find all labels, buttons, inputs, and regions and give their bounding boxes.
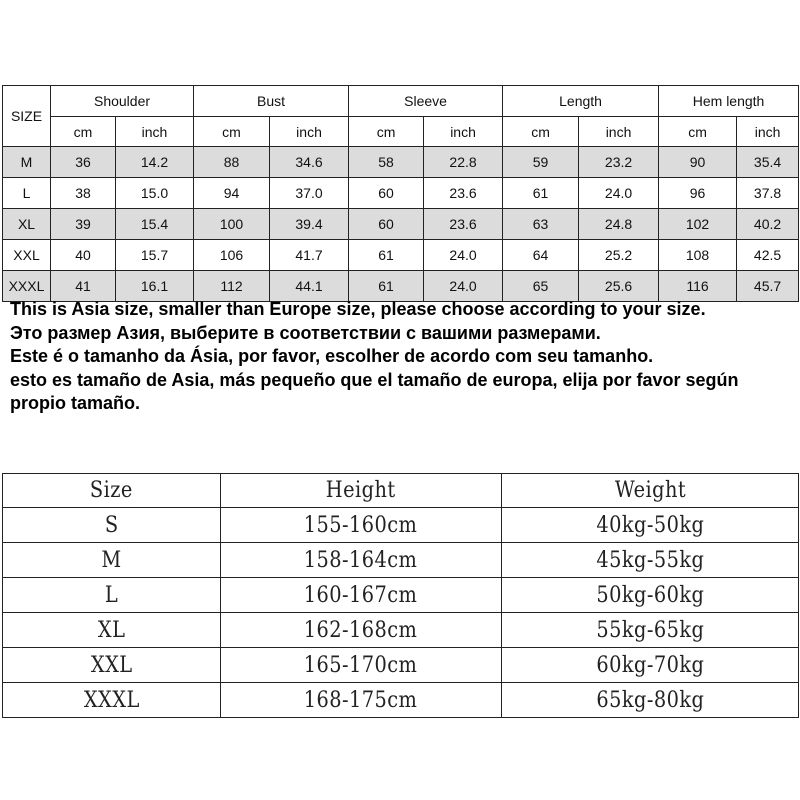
size-row [3,578,799,613]
cell-bust-inch: 44.1 [270,271,349,302]
cell-height: 160-167cm [221,578,502,613]
size-cell: XXL [3,240,51,271]
measurement-table [2,85,799,302]
size-cell: L [3,178,51,209]
cell-sleeve-inch: 23.6 [424,209,503,240]
note-spanish: esto es tamaño de Asia, más pequeño que el tamaño de europa, elija por favor según propio tamaño. [10,369,739,413]
cell-sleeve-cm: 58 [349,147,424,178]
note-english: This is Asia size, smaller than Europe size, please choose according to your size. [10,299,706,319]
cell-weight: 55kg-65kg [502,613,799,648]
cell-length-inch: 24.8 [579,209,659,240]
measurement-row [3,240,799,271]
cell-length-cm: 63 [503,209,579,240]
unit-header-inch: inch [737,117,799,147]
cell-shoulder-cm: 39 [51,209,116,240]
cell-shoulder-inch: 14.2 [116,147,194,178]
cell-weight: 45kg-55kg [502,543,799,578]
cell-sleeve-cm: 60 [349,209,424,240]
size-height-weight-table [2,473,799,718]
cell-shoulder-inch: 15.0 [116,178,194,209]
measurement-row [3,178,799,209]
cell-hem-cm: 102 [659,209,737,240]
size-cell: M [3,147,51,178]
cell-size: XL [3,613,221,648]
header-weight: Weight [502,474,799,508]
cell-size: XXXL [3,683,221,718]
cell-hem-inch: 45.7 [737,271,799,302]
cell-sleeve-inch: 24.0 [424,240,503,271]
measurement-row [3,209,799,240]
cell-hem-inch: 42.5 [737,240,799,271]
cell-hem-cm: 116 [659,271,737,302]
cell-height: 155-160cm [221,508,502,543]
size-row [3,683,799,718]
size-cell: XL [3,209,51,240]
cell-bust-inch: 41.7 [270,240,349,271]
size-notes [10,298,795,416]
cell-hem-cm: 96 [659,178,737,209]
unit-header-cm: cm [194,117,270,147]
unit-header-inch: inch [116,117,194,147]
group-header-bust: Bust [194,86,349,117]
size-cell: XXXL [3,271,51,302]
cell-shoulder-cm: 41 [51,271,116,302]
cell-hem-inch: 35.4 [737,147,799,178]
size-column-header: SIZE [3,86,51,147]
cell-sleeve-inch: 23.6 [424,178,503,209]
cell-height: 162-168cm [221,613,502,648]
cell-weight: 60kg-70kg [502,648,799,683]
cell-sleeve-inch: 24.0 [424,271,503,302]
cell-height: 165-170cm [221,648,502,683]
header-size: Size [3,474,221,508]
size-row [3,648,799,683]
cell-hem-cm: 108 [659,240,737,271]
cell-sleeve-cm: 61 [349,271,424,302]
unit-header-inch: inch [270,117,349,147]
unit-header-cm: cm [659,117,737,147]
cell-hem-inch: 37.8 [737,178,799,209]
cell-height: 168-175cm [221,683,502,718]
unit-header-cm: cm [503,117,579,147]
cell-sleeve-cm: 60 [349,178,424,209]
cell-shoulder-inch: 15.7 [116,240,194,271]
cell-bust-cm: 100 [194,209,270,240]
cell-shoulder-cm: 36 [51,147,116,178]
measurement-row [3,271,799,302]
note-russian: Это размер Азия, выберите в соответствии с вашими размерами. [10,322,601,343]
header-height: Height [221,474,502,508]
cell-hem-cm: 90 [659,147,737,178]
cell-weight: 40kg-50kg [502,508,799,543]
cell-height: 158-164cm [221,543,502,578]
cell-size: L [3,578,221,613]
size-row [3,543,799,578]
cell-size: S [3,508,221,543]
cell-bust-cm: 112 [194,271,270,302]
cell-bust-cm: 94 [194,178,270,209]
cell-bust-cm: 88 [194,147,270,178]
cell-size: M [3,543,221,578]
note-portuguese: Este é o tamanho da Ásia, por favor, escolher de acordo com seu tamanho. [10,346,654,366]
cell-bust-inch: 37.0 [270,178,349,209]
group-header-length: Length [503,86,659,117]
cell-length-inch: 24.0 [579,178,659,209]
cell-bust-inch: 34.6 [270,147,349,178]
cell-bust-inch: 39.4 [270,209,349,240]
cell-length-inch: 23.2 [579,147,659,178]
cell-weight: 50kg-60kg [502,578,799,613]
cell-length-cm: 61 [503,178,579,209]
cell-shoulder-cm: 38 [51,178,116,209]
cell-hem-inch: 40.2 [737,209,799,240]
cell-length-inch: 25.2 [579,240,659,271]
cell-shoulder-cm: 40 [51,240,116,271]
unit-header-inch: inch [424,117,503,147]
cell-length-cm: 59 [503,147,579,178]
group-header-sleeve: Sleeve [349,86,503,117]
cell-shoulder-inch: 15.4 [116,209,194,240]
size-row [3,613,799,648]
cell-length-cm: 65 [503,271,579,302]
size-row [3,508,799,543]
unit-header-cm: cm [51,117,116,147]
cell-size: XXL [3,648,221,683]
cell-shoulder-inch: 16.1 [116,271,194,302]
cell-length-cm: 64 [503,240,579,271]
cell-length-inch: 25.6 [579,271,659,302]
cell-sleeve-inch: 22.8 [424,147,503,178]
cell-sleeve-cm: 61 [349,240,424,271]
group-header-shoulder: Shoulder [51,86,194,117]
group-header-hem-length: Hem length [659,86,799,117]
measurement-row [3,147,799,178]
cell-bust-cm: 106 [194,240,270,271]
unit-header-cm: cm [349,117,424,147]
cell-weight: 65kg-80kg [502,683,799,718]
unit-header-inch: inch [579,117,659,147]
